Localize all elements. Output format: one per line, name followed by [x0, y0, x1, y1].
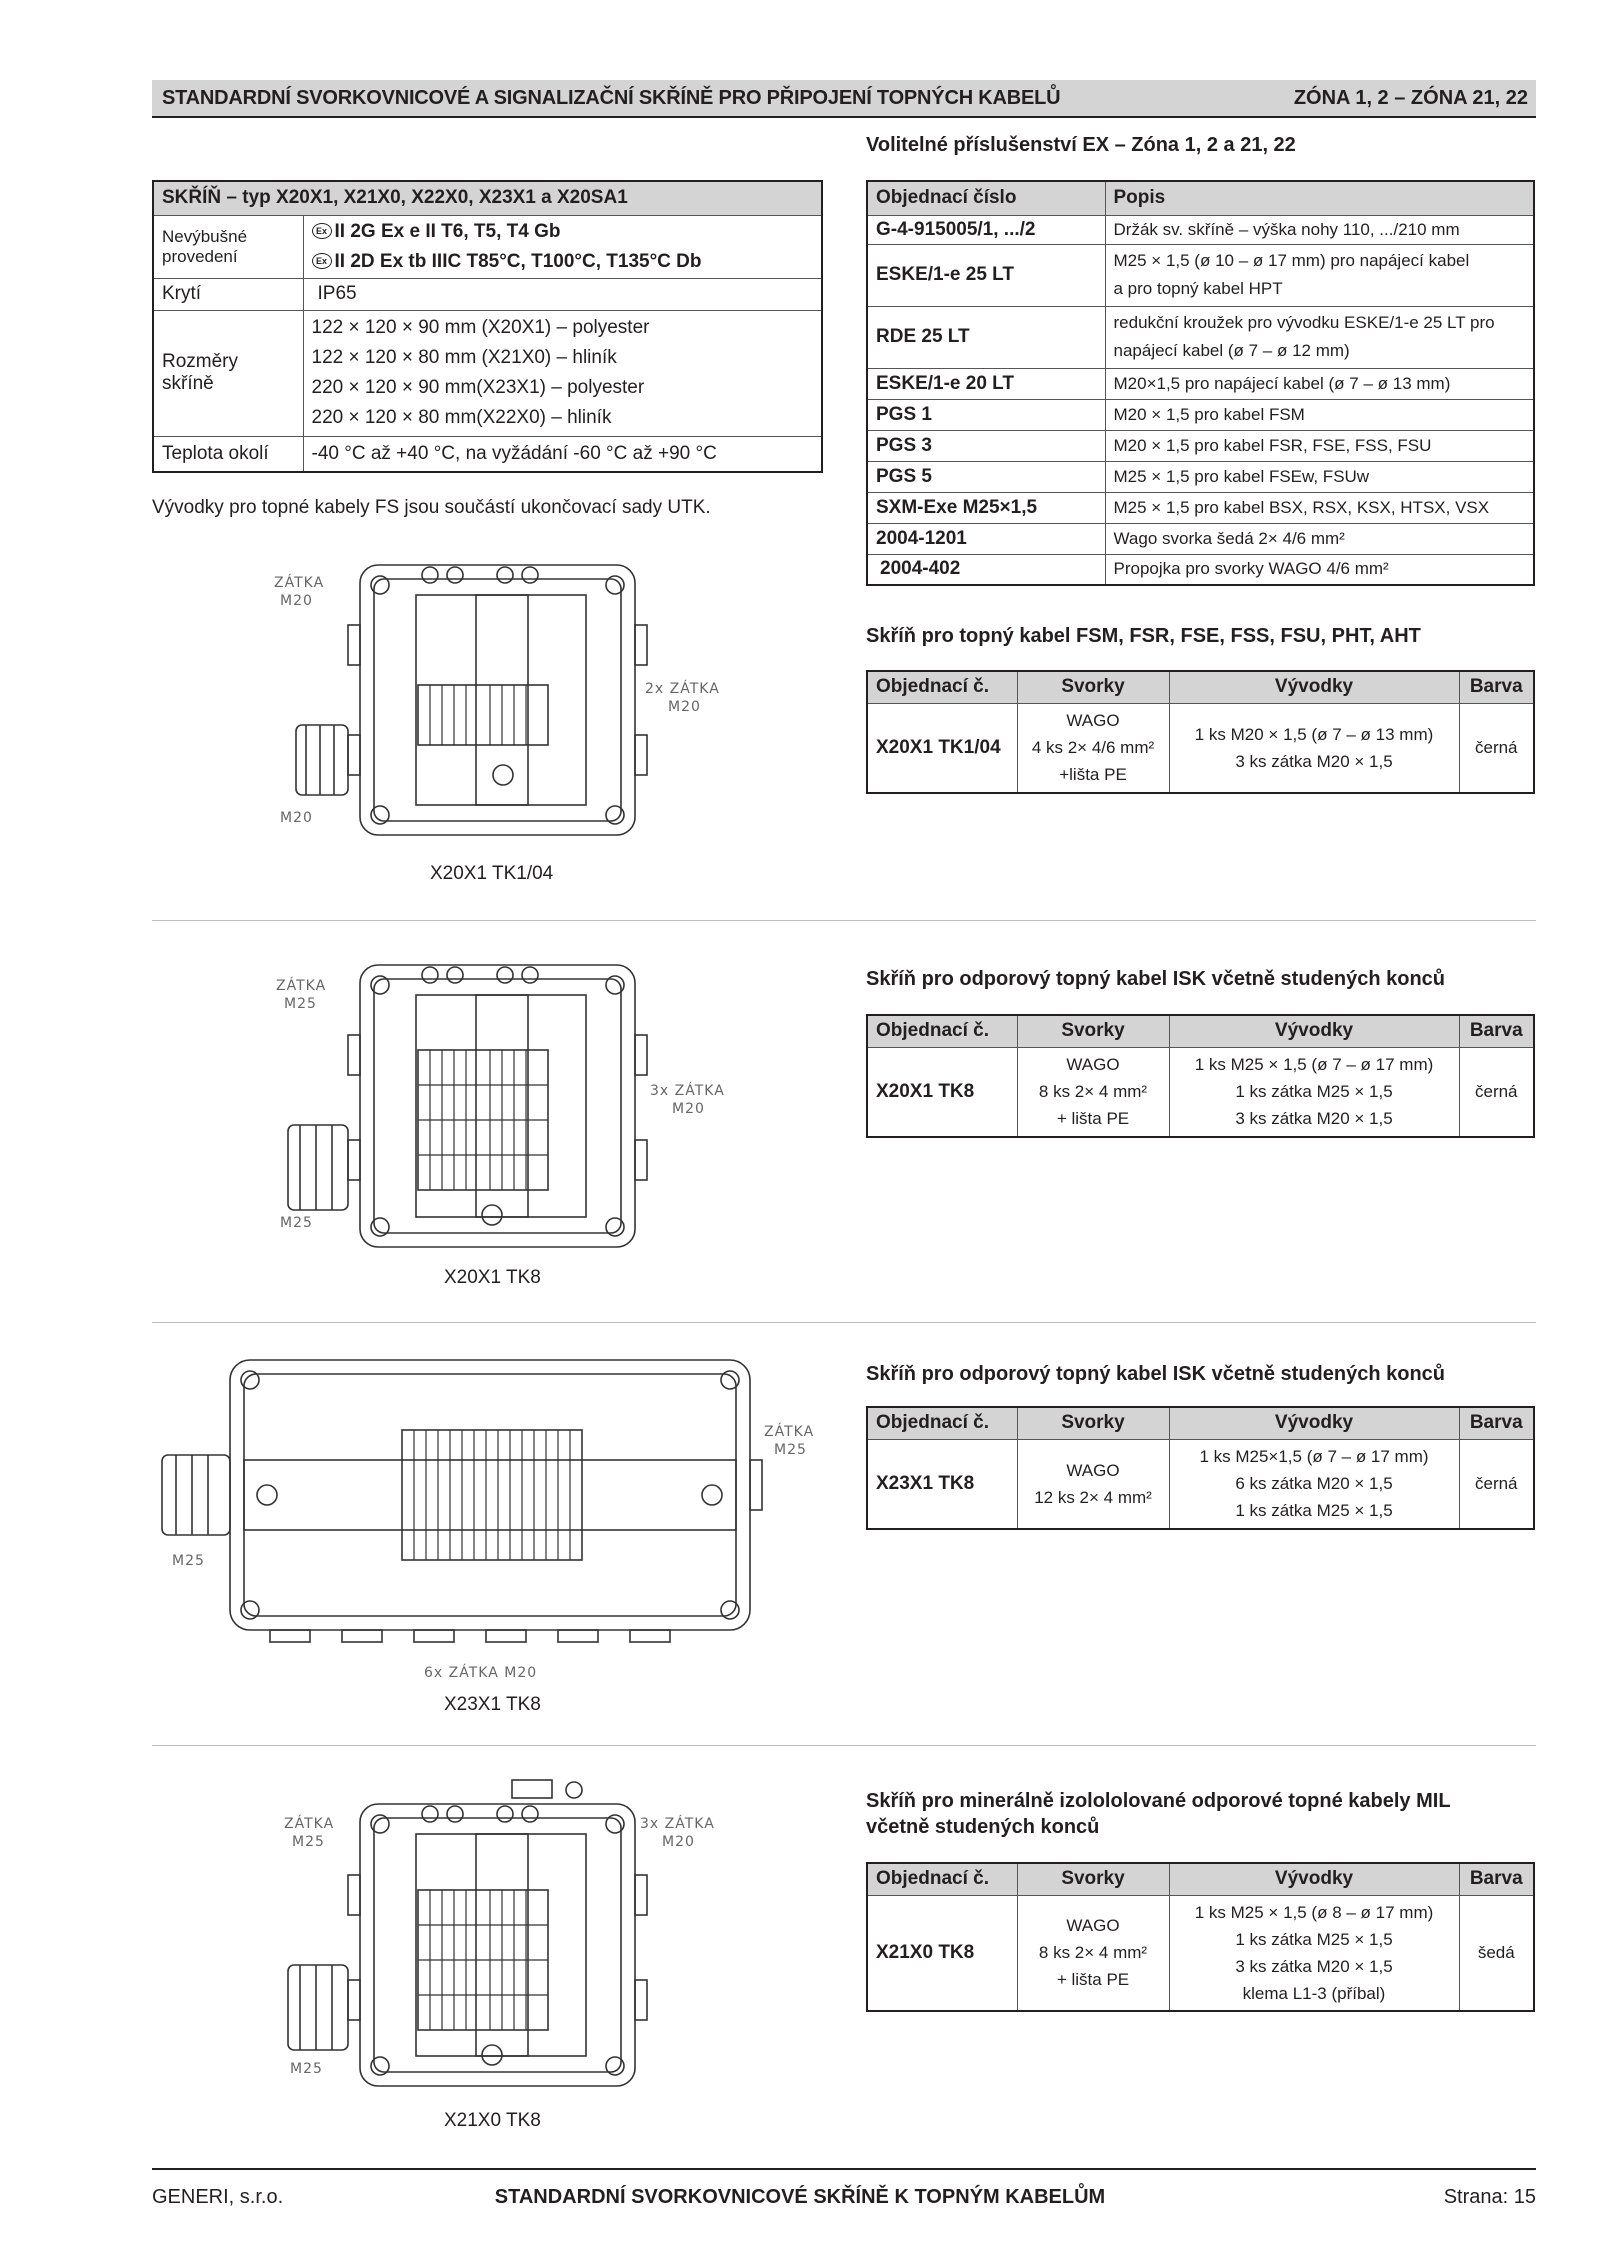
spec-label: Rozměry skříně [153, 310, 303, 436]
plug-label: ZÁTKA [276, 978, 327, 994]
acc-code: 2004-1201 [867, 523, 1105, 554]
plug-label: ZÁTKA [764, 1424, 815, 1440]
divider [152, 1745, 1536, 1746]
section-title: Skříň pro odporový topný kabel ISK včetně studených konců [866, 968, 1446, 990]
plug-label: ZÁTKA [284, 1816, 335, 1832]
terminals: WAGO 8 ks 2× 4 mm² + lišta PE [1017, 1895, 1169, 2011]
footer-title: STANDARDNÍ SVORKOVNICOVÉ SKŘÍNĚ K TOPNÝM KABELŮM [494, 2186, 1106, 2208]
diagram-caption: X23X1 TK8 [444, 1694, 541, 1715]
order-table [866, 1862, 1535, 2012]
col-header: Objednací č. [867, 1407, 1017, 1439]
acc-code: RDE 25 LT [867, 306, 1105, 368]
acc-code: PGS 5 [867, 461, 1105, 492]
col-header: Vývodky [1169, 1863, 1459, 1895]
plug-label: 3x ZÁTKA [650, 1083, 725, 1099]
col-header: Popis [1105, 181, 1534, 215]
acc-desc: M20 × 1,5 pro kabel FSR, FSE, FSS, FSU [1105, 430, 1534, 461]
acc-desc: M25 × 1,5 (ø 10 – ø 17 mm) pro napájecí kabel a pro topný kabel HPT [1105, 244, 1534, 306]
acc-code: PGS 1 [867, 399, 1105, 430]
page-header [152, 80, 1536, 118]
color: černá [1459, 703, 1534, 793]
order-table [866, 1014, 1535, 1138]
gland-label: M25 [290, 2061, 323, 2077]
col-header: Vývodky [1169, 1015, 1459, 1047]
footer-company: GENERI, s.r.o. [152, 2186, 284, 2208]
diagram-x21x0-tk8 [240, 1780, 760, 2100]
acc-desc: M20 × 1,5 pro kabel FSM [1105, 399, 1534, 430]
glands: 1 ks M25 × 1,5 (ø 7 – ø 17 mm) 1 ks zátka M25 × 1,5 3 ks zátka M20 × 1,5 [1169, 1047, 1459, 1137]
accessories-title: Volitelné příslušenství EX – Zóna 1, 2 a 21, 22 [866, 134, 1296, 156]
enclosure-drawing [288, 965, 647, 1247]
diagram-caption: X20X1 TK8 [444, 1267, 541, 1288]
color: černá [1459, 1047, 1534, 1137]
spec-value-explosion: Ex II 2G Ex e II T6, T5, T4 Gb Ex II 2D Ex tb IIIC T85°C, T100°C, T135°C Db [303, 215, 822, 278]
diagram-x23x1-tk8 [152, 1360, 852, 1690]
gland-label: M20 [280, 810, 313, 826]
glands: 1 ks M25 × 1,5 (ø 8 – ø 17 mm) 1 ks zátka M25 × 1,5 3 ks zátka M20 × 1,5 klema L1-3 (příbal) [1169, 1895, 1459, 2011]
col-header: Svorky [1017, 1015, 1169, 1047]
color: šedá [1459, 1895, 1534, 2011]
spec-value-ip: IP65 [303, 278, 822, 310]
col-header: Barva [1459, 1407, 1534, 1439]
order-table [866, 1406, 1535, 1530]
order-table [866, 670, 1535, 794]
diagram-caption: X20X1 TK1/04 [430, 863, 554, 884]
acc-desc: Propojka pro svorky WAGO 4/6 mm² [1105, 554, 1534, 585]
acc-code: ESKE/1-e 20 LT [867, 368, 1105, 399]
col-header: Objednací č. [867, 671, 1017, 703]
acc-desc: Wago svorka šedá 2× 4/6 mm² [1105, 523, 1534, 554]
enclosure-drawing [288, 1780, 647, 2086]
glands: 1 ks M20 × 1,5 (ø 7 – ø 13 mm) 3 ks zátka M20 × 1,5 [1169, 703, 1459, 793]
footer-divider [152, 2168, 1536, 2170]
plug-label: 6x ZÁTKA M20 [424, 1665, 538, 1681]
section-title-cont: včetně studených konců [866, 1816, 1100, 1838]
gland-label: M25 [280, 1215, 313, 1231]
spec-note: Vývodky pro topné kabely FS jsou součástí ukončovací sady UTK. [152, 497, 711, 518]
diagram-x20x1-tk8 [240, 965, 760, 1265]
order-code: X23X1 TK8 [867, 1439, 1017, 1529]
col-header: Barva [1459, 1863, 1534, 1895]
spec-value-dimensions: 122 × 120 × 90 mm (X20X1) – polyester 122 × 120 × 80 mm (X21X0) – hliník 220 × 120 × 90 mm(X23X1) – polyester 220 × 120 × 80 mm(X22X0) – hliník [303, 310, 822, 436]
accessories-table [866, 180, 1535, 586]
terminals: WAGO 12 ks 2× 4 mm² [1017, 1439, 1169, 1529]
order-code: X21X0 TK8 [867, 1895, 1017, 2011]
col-header: Objednací č. [867, 1863, 1017, 1895]
plug-label: ZÁTKA [274, 575, 325, 591]
col-header: Vývodky [1169, 1407, 1459, 1439]
plug-size-label: M25 [284, 996, 317, 1012]
acc-desc: M20×1,5 pro napájecí kabel (ø 7 – ø 13 mm) [1105, 368, 1534, 399]
section-title: Skříň pro topný kabel FSM, FSR, FSE, FSS, FSU, PHT, AHT [866, 625, 1421, 647]
acc-code: G-4-915005/1, .../2 [867, 215, 1105, 244]
spec-value-temperature: -40 °C až +40 °C, na vyžádání -60 °C až +90 °C [303, 436, 822, 472]
enclosure-drawing [162, 1360, 762, 1642]
gland-label: M25 [172, 1553, 205, 1569]
ex-icon: Ex [312, 223, 332, 239]
section-title: Skříň pro odporový topný kabel ISK včetně studených konců [866, 1363, 1446, 1385]
section-title: Skříň pro minerálně izolololované odporové topné kabely MIL [866, 1790, 1451, 1812]
acc-desc: M25 × 1,5 pro kabel FSEw, FSUw [1105, 461, 1534, 492]
plug-size-label: M20 [668, 699, 701, 715]
col-header: Barva [1459, 671, 1534, 703]
page-title: STANDARDNÍ SVORKOVNICOVÉ A SIGNALIZAČNÍ SKŘÍNĚ PRO PŘIPOJENÍ TOPNÝCH KABELŮ [162, 87, 1061, 109]
col-header: Vývodky [1169, 671, 1459, 703]
plug-label: 2x ZÁTKA [645, 681, 720, 697]
col-header: Svorky [1017, 671, 1169, 703]
plug-label: 3x ZÁTKA [640, 1816, 715, 1832]
col-header: Svorky [1017, 1863, 1169, 1895]
acc-desc: Držák sv. skříně – výška nohy 110, .../210 mm [1105, 215, 1534, 244]
acc-desc: M25 × 1,5 pro kabel BSX, RSX, KSX, HTSX, VSX [1105, 492, 1534, 523]
spec-label: Teplota okolí [153, 436, 303, 472]
acc-desc: redukční kroužek pro vývodku ESKE/1-e 25 LT pro napájecí kabel (ø 7 – ø 12 mm) [1105, 306, 1534, 368]
ex-icon: Ex [312, 253, 332, 269]
plug-size-label: M20 [280, 593, 313, 609]
acc-code: PGS 3 [867, 430, 1105, 461]
acc-code: SXM-Exe M25×1,5 [867, 492, 1105, 523]
acc-code: ESKE/1-e 25 LT [867, 244, 1105, 306]
plug-size-label: M20 [672, 1101, 705, 1117]
divider [152, 1322, 1536, 1323]
glands: 1 ks M25×1,5 (ø 7 – ø 17 mm) 6 ks zátka M20 × 1,5 1 ks zátka M25 × 1,5 [1169, 1439, 1459, 1529]
plug-size-label: M20 [662, 1834, 695, 1850]
spec-table [152, 180, 823, 473]
color: černá [1459, 1439, 1534, 1529]
spec-label: Krytí [153, 278, 303, 310]
terminals: WAGO 8 ks 2× 4 mm² + lišta PE [1017, 1047, 1169, 1137]
divider [152, 920, 1536, 921]
col-header: Objednací č. [867, 1015, 1017, 1047]
footer-page-number: Strana: 15 [1443, 2186, 1536, 2208]
plug-size-label: M25 [292, 1834, 325, 1850]
col-header: Barva [1459, 1015, 1534, 1047]
order-code: X20X1 TK8 [867, 1047, 1017, 1137]
col-header: Svorky [1017, 1407, 1169, 1439]
spec-table-title: SKŘÍŇ – typ X20X1, X21X0, X22X0, X23X1 a X20SA1 [153, 181, 822, 215]
acc-code: 2004-402 [867, 554, 1105, 585]
zone-label: ZÓNA 1, 2 – ZÓNA 21, 22 [1293, 87, 1528, 109]
order-code: X20X1 TK1/04 [867, 703, 1017, 793]
diagram-caption: X21X0 TK8 [444, 2110, 541, 2131]
enclosure-drawing [296, 565, 647, 835]
terminals: WAGO 4 ks 2× 4/6 mm² +lišta PE [1017, 703, 1169, 793]
spec-label: Nevýbušné provedení [153, 215, 303, 278]
diagram-x20x1-tk104 [240, 565, 760, 895]
plug-size-label: M25 [774, 1442, 807, 1458]
col-header: Objednací číslo [867, 181, 1105, 215]
